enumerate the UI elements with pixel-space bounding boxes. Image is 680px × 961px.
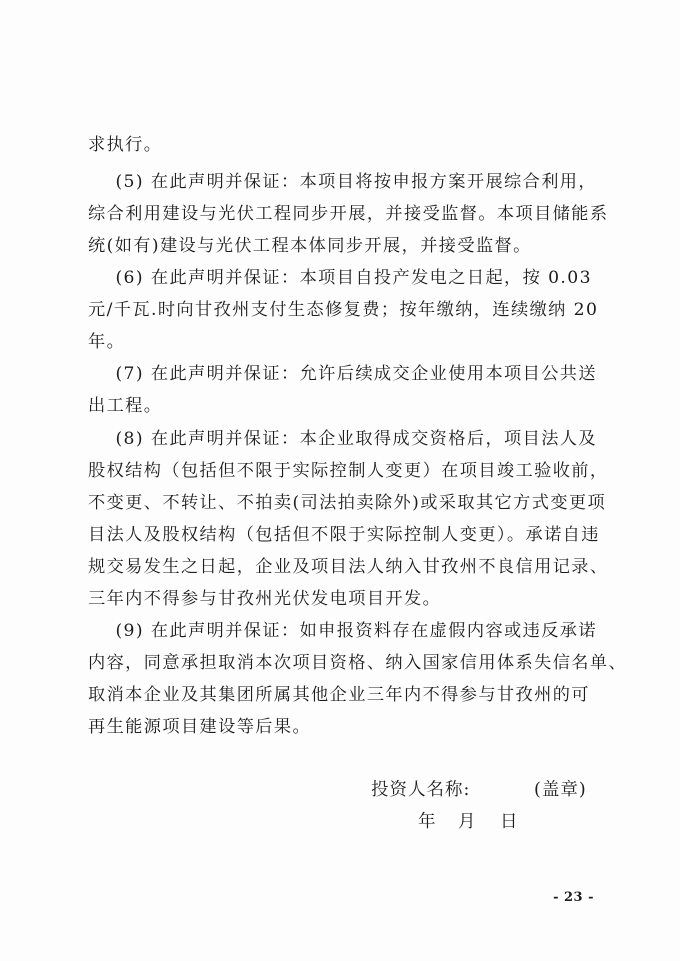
paragraph-line: (7) 在此声明并保证：允许后续成交企业使用本项目公共送 [88, 364, 597, 384]
paragraph-line: 三年内不得参与甘孜州光伏发电项目开发。 [88, 589, 442, 609]
seal-label: (盖章) [534, 780, 587, 800]
year-label: 年 [418, 812, 437, 832]
paragraph-line: 年。 [88, 332, 126, 352]
paragraph-line: 出工程。 [88, 396, 163, 416]
paragraph-line: 规交易发生之日起，企业及项目法人纳入甘孜州不良信用记录、 [88, 557, 609, 577]
paragraph-line: (5) 在此声明并保证：本项目将按申报方案开展综合利用， [88, 172, 597, 192]
month-label: 月 [458, 812, 477, 832]
paragraph-line: 再生能源项目建设等后果。 [88, 717, 312, 737]
investor-name-label: 投资人名称: [371, 780, 471, 800]
paragraph-line: 目法人及股权结构（包括但不限于实际控制人变更）。承诺自违 [88, 525, 600, 545]
paragraph-line: 取消本企业及其集团所属其他企业三年内不得参与甘孜州的可 [88, 685, 590, 705]
paragraph-line: (6) 在此声明并保证：本项目自投产发电之日起，按 0.03 [88, 268, 592, 288]
page-number: - 23 - [553, 890, 594, 905]
paragraph-line: 综合利用建设与光伏工程同步开展，并接受监督。本项目储能系 [88, 204, 609, 224]
day-label: 日 [500, 812, 519, 832]
paragraph-line: 内容，同意承担取消本次项目资格、纳入国家信用体系失信名单、 [88, 653, 628, 673]
paragraph-line: 求执行。 [88, 135, 163, 155]
paragraph-line: 统(如有)建设与光伏工程本体同步开展，并接受监督。 [88, 236, 532, 256]
paragraph-line: 不变更、不转让、不拍卖(司法拍卖除外)或采取其它方式变更项 [88, 493, 607, 513]
paragraph-line: 元/千瓦.时向甘孜州支付生态修复费；按年缴纳，连续缴纳 20 [88, 300, 599, 320]
paragraph-line: (9) 在此声明并保证：如申报资料存在虚假内容或违反承诺 [88, 621, 597, 641]
paragraph-line: 股权结构（包括但不限于实际控制人变更）在项目竣工验收前， [88, 461, 609, 481]
paragraph-line: (8) 在此声明并保证：本企业取得成交资格后，项目法人及 [88, 429, 597, 449]
